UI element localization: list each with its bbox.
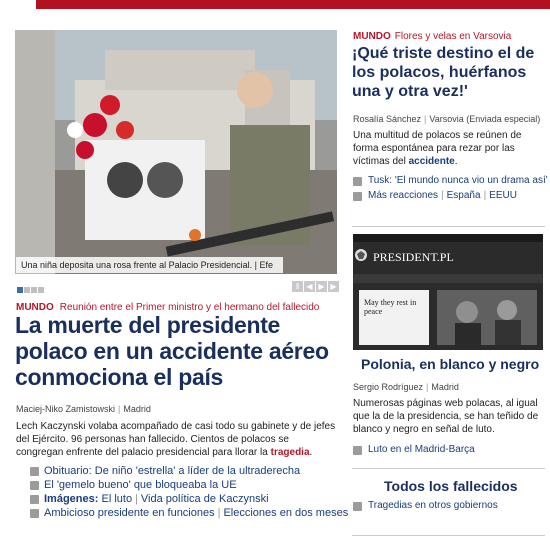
- carousel-dot[interactable]: [31, 287, 37, 293]
- page-icon: [353, 177, 362, 186]
- main-headline[interactable]: La muerte del presidente polaco en un accidente aéreo conmociona el país: [15, 312, 329, 390]
- eagle-emblem-icon: [354, 248, 368, 262]
- camera-icon: [30, 495, 39, 504]
- related-item: [30, 465, 350, 478]
- side3-link: [368, 500, 498, 511]
- top-tab[interactable]: [186, 0, 338, 9]
- tragedia-link[interactable]: tragedia: [270, 447, 310, 458]
- tragedias-link[interactable]: Tragedias en otros gobiernos: [368, 500, 498, 511]
- related-item: [368, 175, 548, 187]
- thumb-photo: [437, 290, 537, 345]
- vida-link[interactable]: Vida política de Kaczynski: [140, 493, 269, 505]
- top-tab-strip: [0, 0, 550, 12]
- side1-body: [353, 129, 548, 168]
- side2-byline: Sergio Rodríguez | Madrid: [353, 382, 459, 392]
- thumb-nav: [353, 274, 543, 283]
- carousel-dot[interactable]: [38, 287, 44, 293]
- body-end: .: [454, 156, 458, 167]
- tusk-link[interactable]: Tusk: 'El mundo nunca vio un drama así': [368, 175, 548, 186]
- side1-links: [368, 175, 548, 202]
- main-body: [16, 420, 336, 459]
- page-icon: [353, 502, 362, 511]
- prev-arrow-icon[interactable]: ◀: [304, 281, 315, 292]
- related-item: Imágenes: El luto | Vida política de Kaczynski: [30, 493, 350, 506]
- author-name[interactable]: Sergio Rodríguez: [353, 382, 424, 392]
- reacciones-link[interactable]: Más reacciones: [368, 190, 439, 201]
- espana-link[interactable]: España: [446, 190, 481, 201]
- photo-caption: Una niña deposita una rosa frente al Palacio Presidencial. | Efe: [16, 257, 283, 273]
- body-text: Una multitud de polacos se reúnen de forma espontánea para rezar por las víctimas del: [353, 130, 522, 167]
- eeuu-link[interactable]: EEUU: [489, 190, 517, 201]
- main-byline: Maciej-Niko Zamistowski | Madrid: [16, 404, 151, 414]
- side1-headline[interactable]: ¡Qué triste destino el de los polacos, huérfanos una y otra vez!': [352, 45, 535, 100]
- president-pl-thumbnail[interactable]: [353, 234, 543, 350]
- side1-byline: Rosalía Sánchez | Varsovia (Enviada especial): [353, 114, 541, 124]
- photo-illustration: [15, 30, 337, 274]
- author-name[interactable]: Maciej-Niko Zamistowski: [16, 404, 116, 414]
- luto-link[interactable]: El luto: [101, 493, 133, 505]
- top-tab[interactable]: [336, 0, 488, 9]
- carousel-controls: [291, 276, 339, 294]
- divider: [352, 226, 545, 227]
- thumb-card-text: May they rest in peace: [364, 298, 417, 316]
- ambicioso-link[interactable]: Ambicioso presidente en funciones: [44, 507, 215, 519]
- thumb-card: [359, 290, 429, 345]
- imagenes-label: Imágenes:: [44, 493, 99, 505]
- obituario-link[interactable]: Obituario: De niño 'estrella' a líder de la ultraderecha: [44, 465, 301, 477]
- author-name[interactable]: Rosalía Sánchez: [353, 114, 422, 124]
- kicker-text[interactable]: Reunión entre el Primer ministro y el hermano del fallecido: [59, 302, 320, 313]
- author-location: Varsovia (Enviada especial): [429, 114, 541, 124]
- kicker-text[interactable]: Flores y velas en Varsovia: [394, 31, 512, 42]
- page-icon: [353, 192, 362, 201]
- page-icon: [30, 467, 39, 476]
- carousel-dots[interactable]: [17, 280, 45, 298]
- divider: [352, 468, 545, 469]
- accidente-link[interactable]: accidente: [408, 156, 455, 167]
- carousel-dot[interactable]: [24, 287, 30, 293]
- side2-body: Numerosas páginas web polacas, al igual que la de la presidencia, se han teñido de blanco y negro en señal de luto.: [353, 398, 539, 435]
- body-end: .: [309, 447, 313, 458]
- thumb-brand: PRESIDENT.PL: [373, 250, 454, 264]
- top-tab[interactable]: [36, 0, 188, 9]
- related-item: Ambicioso presidente en funciones | Elecciones en dos meses: [30, 507, 350, 520]
- side1-kicker: [353, 31, 511, 42]
- top-tab[interactable]: [486, 0, 550, 9]
- related-item: Más reacciones | España | EEUU: [368, 190, 548, 202]
- related-links: [30, 465, 350, 521]
- section-label: MUNDO: [353, 31, 391, 42]
- main-photo[interactable]: [15, 30, 337, 274]
- page-icon: [30, 481, 39, 490]
- related-item: [30, 479, 350, 492]
- pause-icon[interactable]: ‖: [292, 281, 303, 292]
- section-label: MUNDO: [16, 302, 54, 313]
- luto-madrid-barca-link[interactable]: Luto en el Madrid-Barça: [368, 444, 475, 455]
- last-arrow-icon[interactable]: ▶: [328, 281, 339, 292]
- next-arrow-icon[interactable]: ▶: [316, 281, 327, 292]
- body-text: Lech Kaczynski volaba acompañado de casi todo su gabinete y de jefes del Ejército. 96 personas han fallecido. Cientos de polacos se congregan enfrente del palacio presidencial para llorar la: [16, 421, 336, 458]
- side2-title[interactable]: Polonia, en blanco y negro: [361, 356, 540, 372]
- page-icon: [30, 509, 39, 518]
- page-icon: [353, 446, 362, 455]
- gemelo-link[interactable]: El 'gemelo bueno' que bloqueaba la UE: [44, 479, 237, 491]
- thumb-topbar: [353, 234, 543, 242]
- side3-title[interactable]: Todos los fallecidos: [384, 478, 518, 494]
- divider: [352, 535, 545, 536]
- elecciones-link[interactable]: Elecciones en dos meses: [223, 507, 349, 519]
- author-location: Madrid: [431, 382, 459, 392]
- side2-link: [368, 444, 475, 455]
- carousel-dot[interactable]: [17, 287, 23, 293]
- author-location: Madrid: [123, 404, 151, 414]
